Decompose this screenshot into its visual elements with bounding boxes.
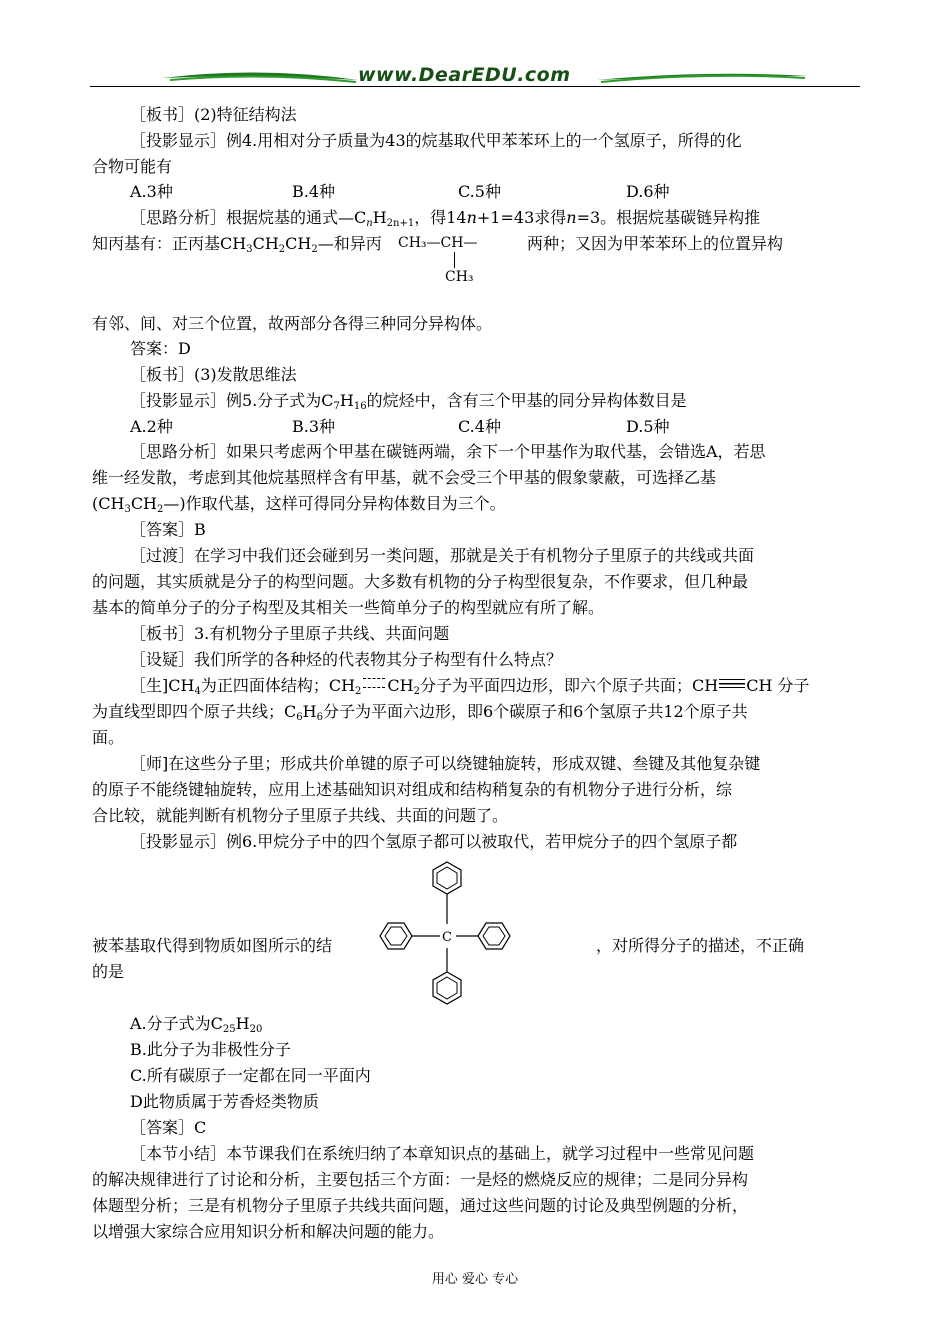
text-line: 的解决规律进行了讨论和分析，主要包括三个方面：一是烃的燃烧反应的规律；二是同分异构 [92,1170,749,1189]
header-site-url: www.DearEDU.com [358,64,571,86]
text-line: ［答案］B [130,520,206,539]
center-carbon-label: C [442,930,452,945]
text-line: 基本的简单分子的分子构型及其相关一些简单分子的构型就应有所了解。 [92,598,605,617]
option-c: C.5种 [458,182,501,201]
text-line: 有邻、间、对三个位置，故两部分各得三种同分异构体。 [92,314,493,333]
text-line: ［思路分析］如果只考虑两个甲基在碳链两端，余下一个甲基作为取代基，会错选A，若思 [130,442,766,461]
text-line: 答案：D [130,339,191,358]
header-swoosh-left [160,66,360,88]
text-line: ［板书］(3)发散思维法 [130,365,297,384]
text-line: ［过渡］在学习中我们还会碰到另一类问题，那就是关于有机物分子里原子的共线或共面 [130,546,755,565]
text-line: 的是 [92,962,125,981]
isopropyl-formula: CH₃—CH— [398,235,478,251]
text-line: 合比较，就能判断有机物分子里原子共线、共面的问题了。 [92,806,509,825]
isopropyl-branch: CH₃ [445,269,474,285]
text-line: A.分子式为$C_{25}H_{20}$ [130,1014,263,1035]
option-d: D.5种 [626,417,670,436]
option-a: A.3种 [130,182,173,201]
text-line: 面。 [92,728,125,747]
text-line: 以增强大家综合应用知识分析和解决问题的能力。 [92,1222,445,1241]
text-line: D此物质属于芳香烃类物质 [130,1092,319,1111]
text-line: ［设疑］我们所学的各种烃的代表物其分子构型有什么特点？ [130,650,563,669]
double-bond [363,678,385,688]
text-line: 体题型分析；三是有机物分子里原子共线共面问题，通过这些问题的讨论及典型例题的分析， [92,1196,749,1215]
text-line: 的原子不能绕键轴旋转，应用上述基础知识对组成和结构稍复杂的有机物分子进行分析，综 [92,780,733,799]
header-swoosh-right [595,66,810,88]
text-line: ［师]在这些分子里；形成共价单键的原子可以绕键轴旋转，形成双键、叁键及其他复杂键 [130,754,761,773]
text-line: ［本节小结］本节课我们在系统归纳了本章知识点的基础上，就学习过程中一些常见问题 [130,1144,755,1163]
text-line: ［投影显示］例6.甲烷分子中的四个氢原子都可以被取代，若甲烷分子的四个氢原子都 [130,832,738,851]
header-rule [90,86,860,87]
option-a: A.2种 [130,417,173,436]
text-line: ［生]$CH_4$为正四面体结构；$CH_2$ $CH_2$分子为平面四边形，即六个原子共面；CH CH 分子 [130,676,810,697]
text-line: $(CH_3CH_2—)$作取代基，这样可得同分异构体数目为三个。 [92,494,506,515]
text-line: ［思路分析］根据烷基的通式$—C_nH_{2n+1}$，得14n+1=43求得n=3。根据烷基碳链异构推 [130,208,761,229]
text-line: ［板书］(2)特征结构法 [130,105,297,124]
option-b: B.3种 [292,417,336,436]
triple-bond [719,679,745,688]
text-line: 被苯基取代得到物质如图所示的结 [92,936,333,955]
text-line: ［答案］C [130,1118,207,1137]
text-line: 两种；又因为甲苯苯环上的位置异构 [527,234,784,253]
text-line: C.所有碳原子一定都在同一平面内 [130,1066,371,1085]
text-line: ［投影显示］例4.用相对分子质量为43的烷基取代甲苯苯环上的一个氢原子，所得的化 [130,131,742,150]
option-b: B.4种 [292,182,336,201]
option-d: D.6种 [626,182,670,201]
text-line: B.此分子为非极性分子 [130,1040,291,1059]
text-line: 合物可能有 [92,157,173,176]
page-footer: 用心 爱心 专心 [431,1272,519,1287]
text-line: ，对所得分子的描述，不正确 [596,936,805,955]
page-header [90,58,860,94]
tetraphenylmethane-structure [370,860,530,1020]
text-line: 知丙基有：正丙基$CH_3CH_2CH_2—$和异丙 [92,234,382,255]
text-line: 的问题，其实质就是分子的构型问题。大多数有机物的分子构型很复杂，不作要求，但几种最 [92,572,749,591]
option-c: C.4种 [458,417,501,436]
text-line: 为直线型即四个原子共线；$C_6H_6$分子为平面六边形，即6个碳原子和6个氢原子共12个原子共 [92,702,748,723]
text-line: ［投影显示］例5.分子式为$C_7H_{16}$的烷烃中，含有三个甲基的同分异构体数目是 [130,391,687,412]
text-line: 维一经发散，考虑到其他烷基照样含有甲基，就不会受三个甲基的假象蒙蔽，可选择乙基 [92,468,717,487]
text-line: ［板书］3.有机物分子里原子共线、共面问题 [130,624,450,643]
